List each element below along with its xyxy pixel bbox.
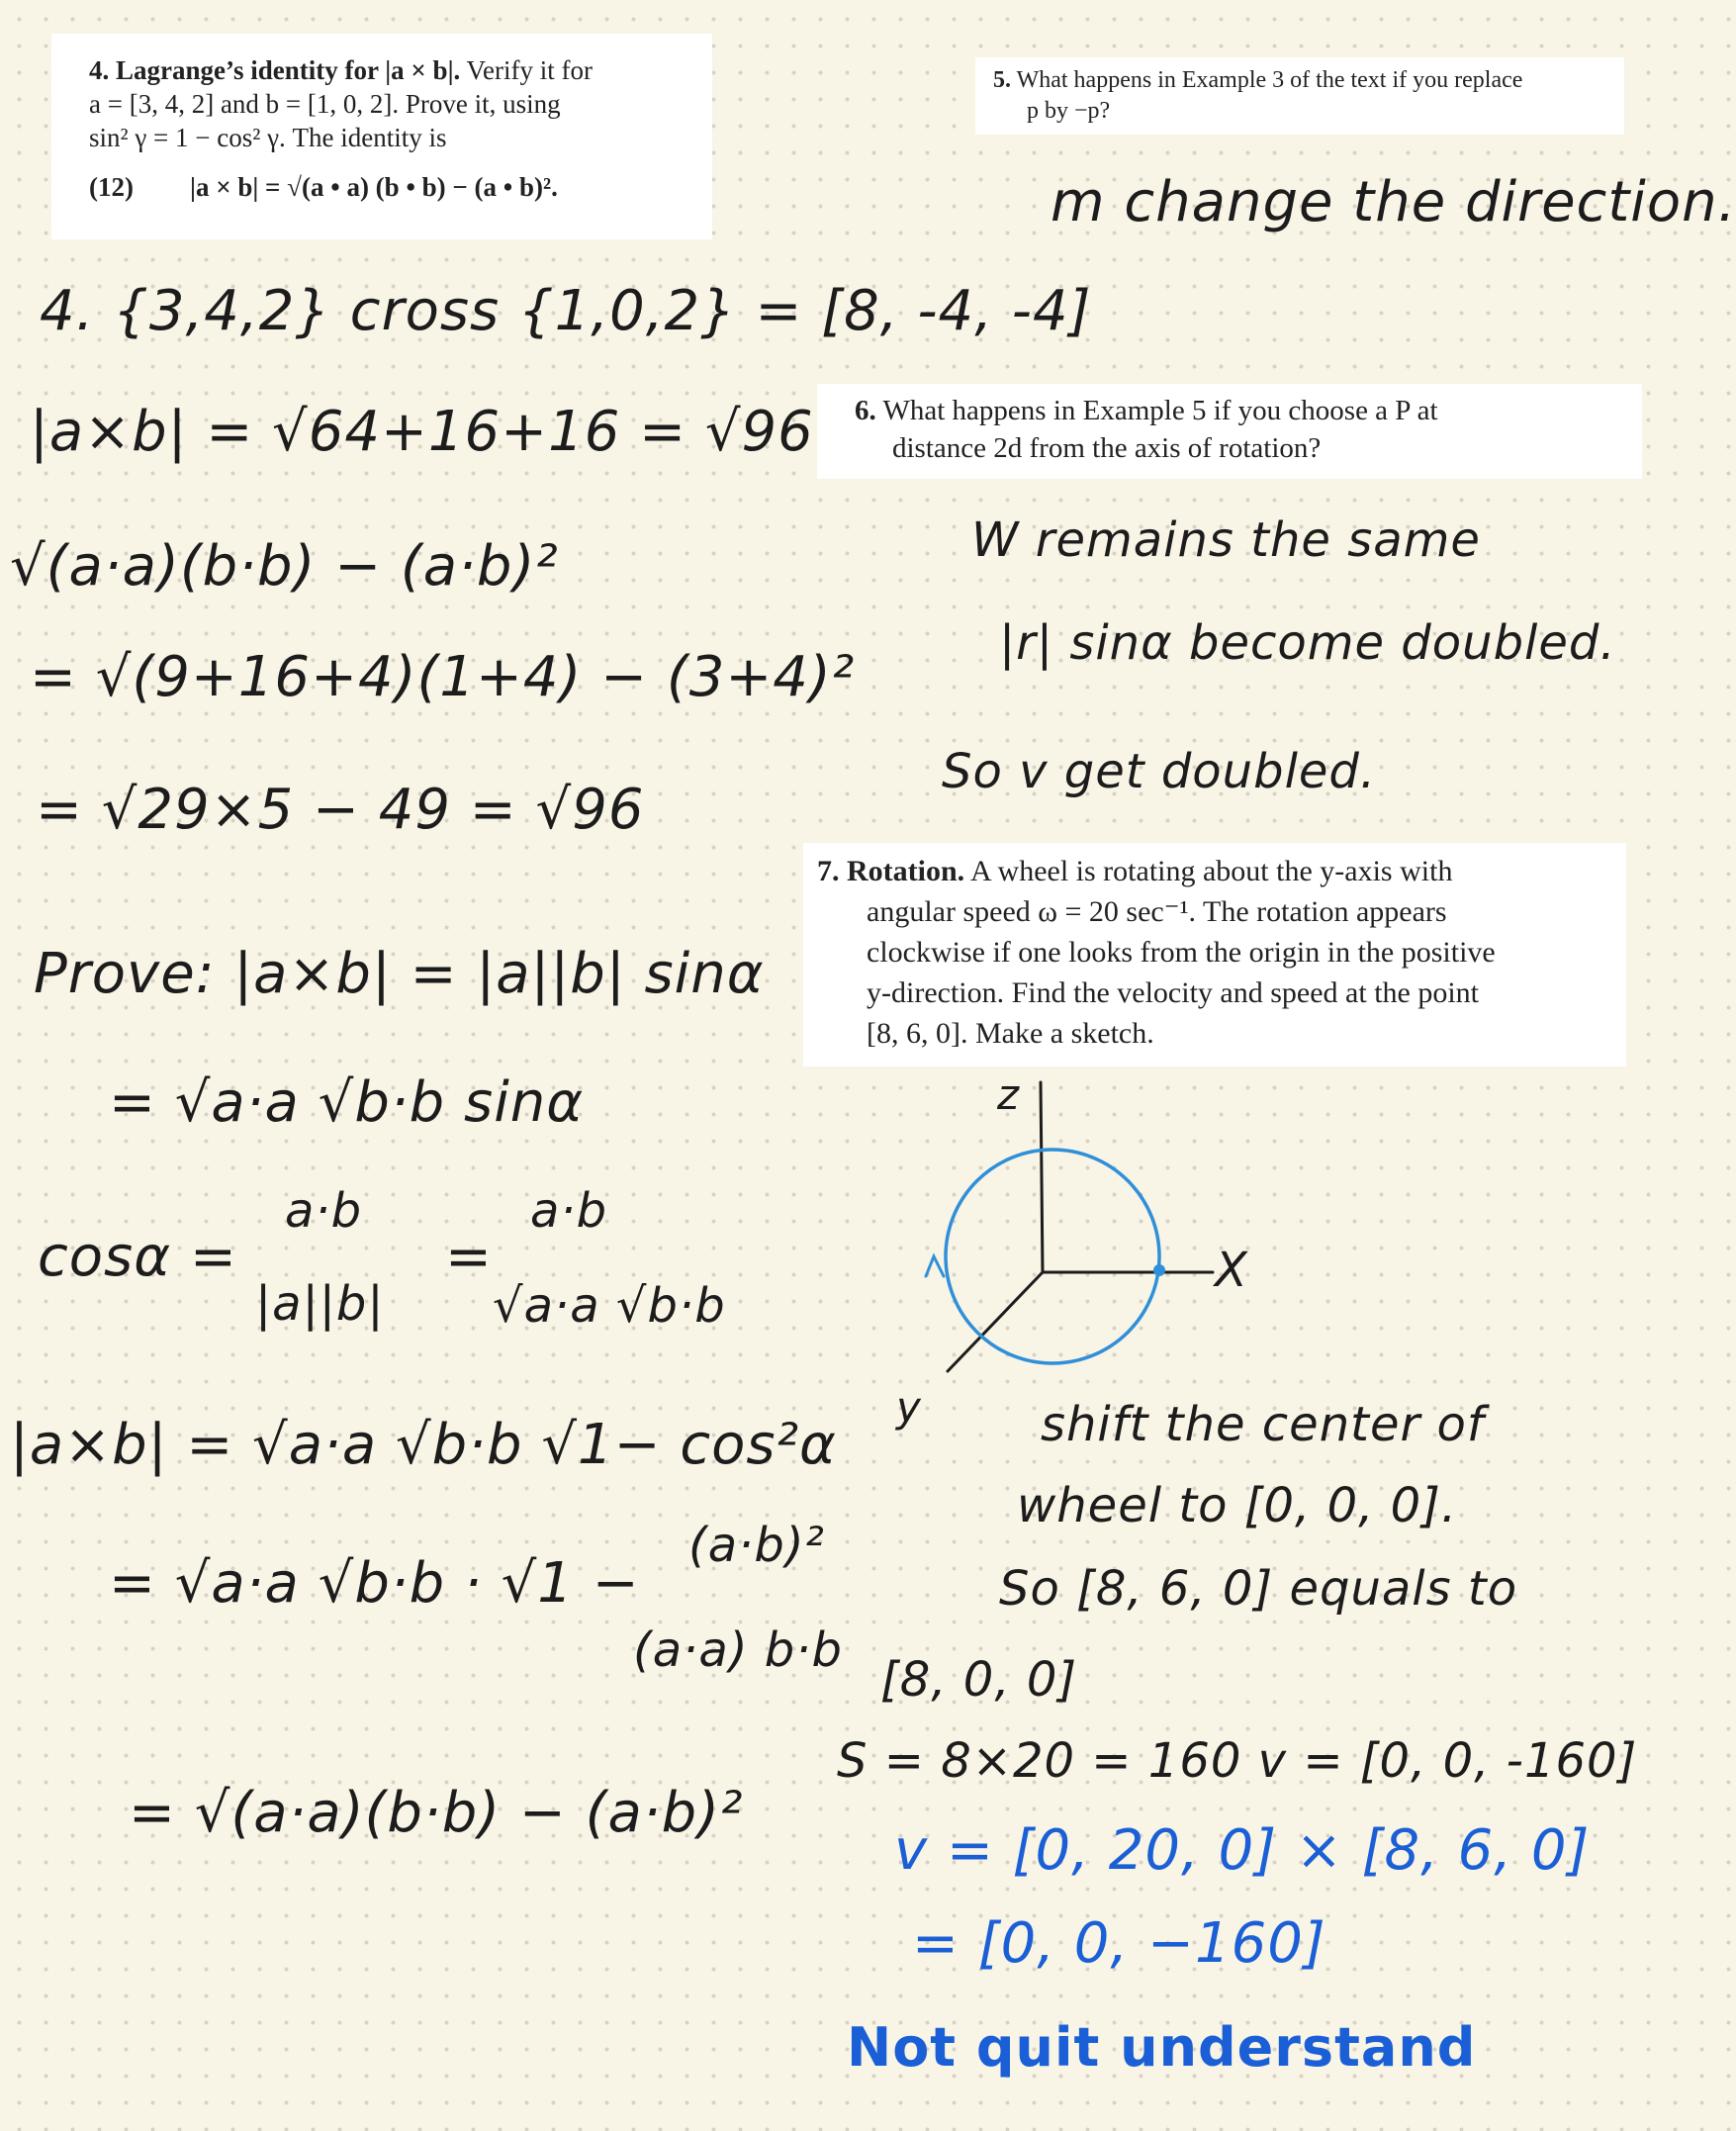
hw-cross-product: 4. {3,4,2} cross {1,0,2} = [8, -4, -4]	[40, 279, 1092, 343]
problem-4-line2: a = [3, 4, 2] and b = [1, 0, 2]. Prove it, using	[89, 89, 561, 119]
problem-4-line1: Verify it for	[466, 55, 594, 85]
hw-prove-line: Prove: |a×b| = |a||b| sinα	[34, 942, 765, 1006]
hw-cos-equals: =	[445, 1225, 493, 1289]
problem-6-number: 6.	[855, 395, 876, 426]
y-axis-line	[948, 1272, 1043, 1371]
problem-5-line2: p by −p?	[1027, 98, 1111, 124]
problem-7-line5: [8, 6, 0]. Make a sketch.	[867, 1017, 1154, 1050]
hw-answer-7-line2: wheel to [0, 0, 0].	[1017, 1478, 1458, 1533]
problem-7-line1: A wheel is rotating about the y-axis with	[970, 855, 1453, 887]
problem-4-line3: sin² γ = 1 − cos² γ. The identity is	[89, 123, 447, 152]
hw-answer-7-line3: So [8, 6, 0] equals to	[999, 1561, 1518, 1617]
problem-4-title: Lagrange’s identity for |a × b|.	[116, 55, 461, 85]
hw-cos-frac1-num: a·b	[285, 1183, 363, 1239]
hw-answer-7-line4: [8, 0, 0]	[880, 1652, 1078, 1708]
hw-final-identity: = √(a·a)(b·b) − (a·b)²	[129, 1781, 744, 1845]
hw-blue-note: Not quit understand	[847, 2016, 1477, 2079]
problem-6-line1: What happens in Example 5 if you choose a P at	[882, 395, 1438, 426]
problem-4-number: 4.	[89, 55, 110, 85]
equation-number: (12)	[89, 172, 134, 202]
hw-sine-frac-num: (a·b)²	[688, 1518, 825, 1573]
problem-7-title: Rotation.	[847, 855, 965, 887]
problem-5-line1: What happens in Example 3 of the text if you replace	[1016, 67, 1523, 93]
hw-answer-5: m change the direction.	[1051, 170, 1736, 234]
problem-7-line2: angular speed ω = 20 sec⁻¹. The rotation appears	[867, 895, 1447, 928]
problem-5-number: 5.	[993, 67, 1011, 93]
hw-identity-expr: √(a·a)(b·b) − (a·b)²	[10, 534, 559, 599]
z-axis-line	[1041, 1082, 1043, 1272]
hw-blue-result: = [0, 0, −160]	[912, 1911, 1326, 1976]
hw-answer-6-line3: So v get doubled.	[942, 744, 1377, 799]
axis-label-y: y	[896, 1383, 922, 1432]
wheel-circle	[946, 1150, 1159, 1363]
problem-7-line3: clockwise if one looks from the origin in the positive	[867, 936, 1496, 969]
hw-prove-step: = √a·a √b·b sinα	[109, 1070, 585, 1135]
lagrange-equation: |a × b| = √(a • a) (b • b) − (a • b)².	[190, 172, 558, 202]
hw-answer-7-line1: shift the center of	[1041, 1397, 1485, 1452]
hw-cos-frac1-den: |a||b|	[255, 1276, 385, 1332]
point-marker	[1153, 1264, 1165, 1276]
hw-cos-frac2-num: a·b	[530, 1183, 608, 1239]
hw-blue-cross: v = [0, 20, 0] × [8, 6, 0]	[894, 1818, 1591, 1883]
hw-answer-6-line2: |r| sinα become doubled.	[999, 615, 1616, 671]
hw-identity-sub: = √(9+16+4)(1+4) − (3+4)²	[30, 645, 856, 709]
hw-cos-label: cosα =	[38, 1225, 237, 1289]
hw-identity-result: = √29×5 − 49 = √96	[36, 778, 645, 842]
hw-cos-frac2-den: √a·a √b·b	[493, 1278, 726, 1334]
problem-6-line2: distance 2d from the axis of rotation?	[892, 432, 1322, 464]
problem-7-number: 7.	[817, 855, 840, 887]
hw-answer-7-line5: S = 8×20 = 160 v = [0, 0, -160]	[837, 1733, 1638, 1789]
hw-sine-substitution: |a×b| = √a·a √b·b √1− cos²α	[10, 1413, 837, 1477]
rotation-arrow	[926, 1256, 944, 1276]
hw-sine-frac-den: (a·a) b·b	[633, 1622, 843, 1678]
axis-label-x: X	[1215, 1243, 1248, 1298]
problem-7-line4: y-direction. Find the velocity and speed at the point	[867, 976, 1480, 1009]
hw-magnitude: |a×b| = √64+16+16 = √96	[30, 400, 814, 464]
hw-answer-6-line1: W remains the same	[971, 512, 1481, 568]
axis-label-z: z	[997, 1070, 1021, 1119]
hw-sine-step: = √a·a √b·b · √1 −	[109, 1551, 640, 1616]
